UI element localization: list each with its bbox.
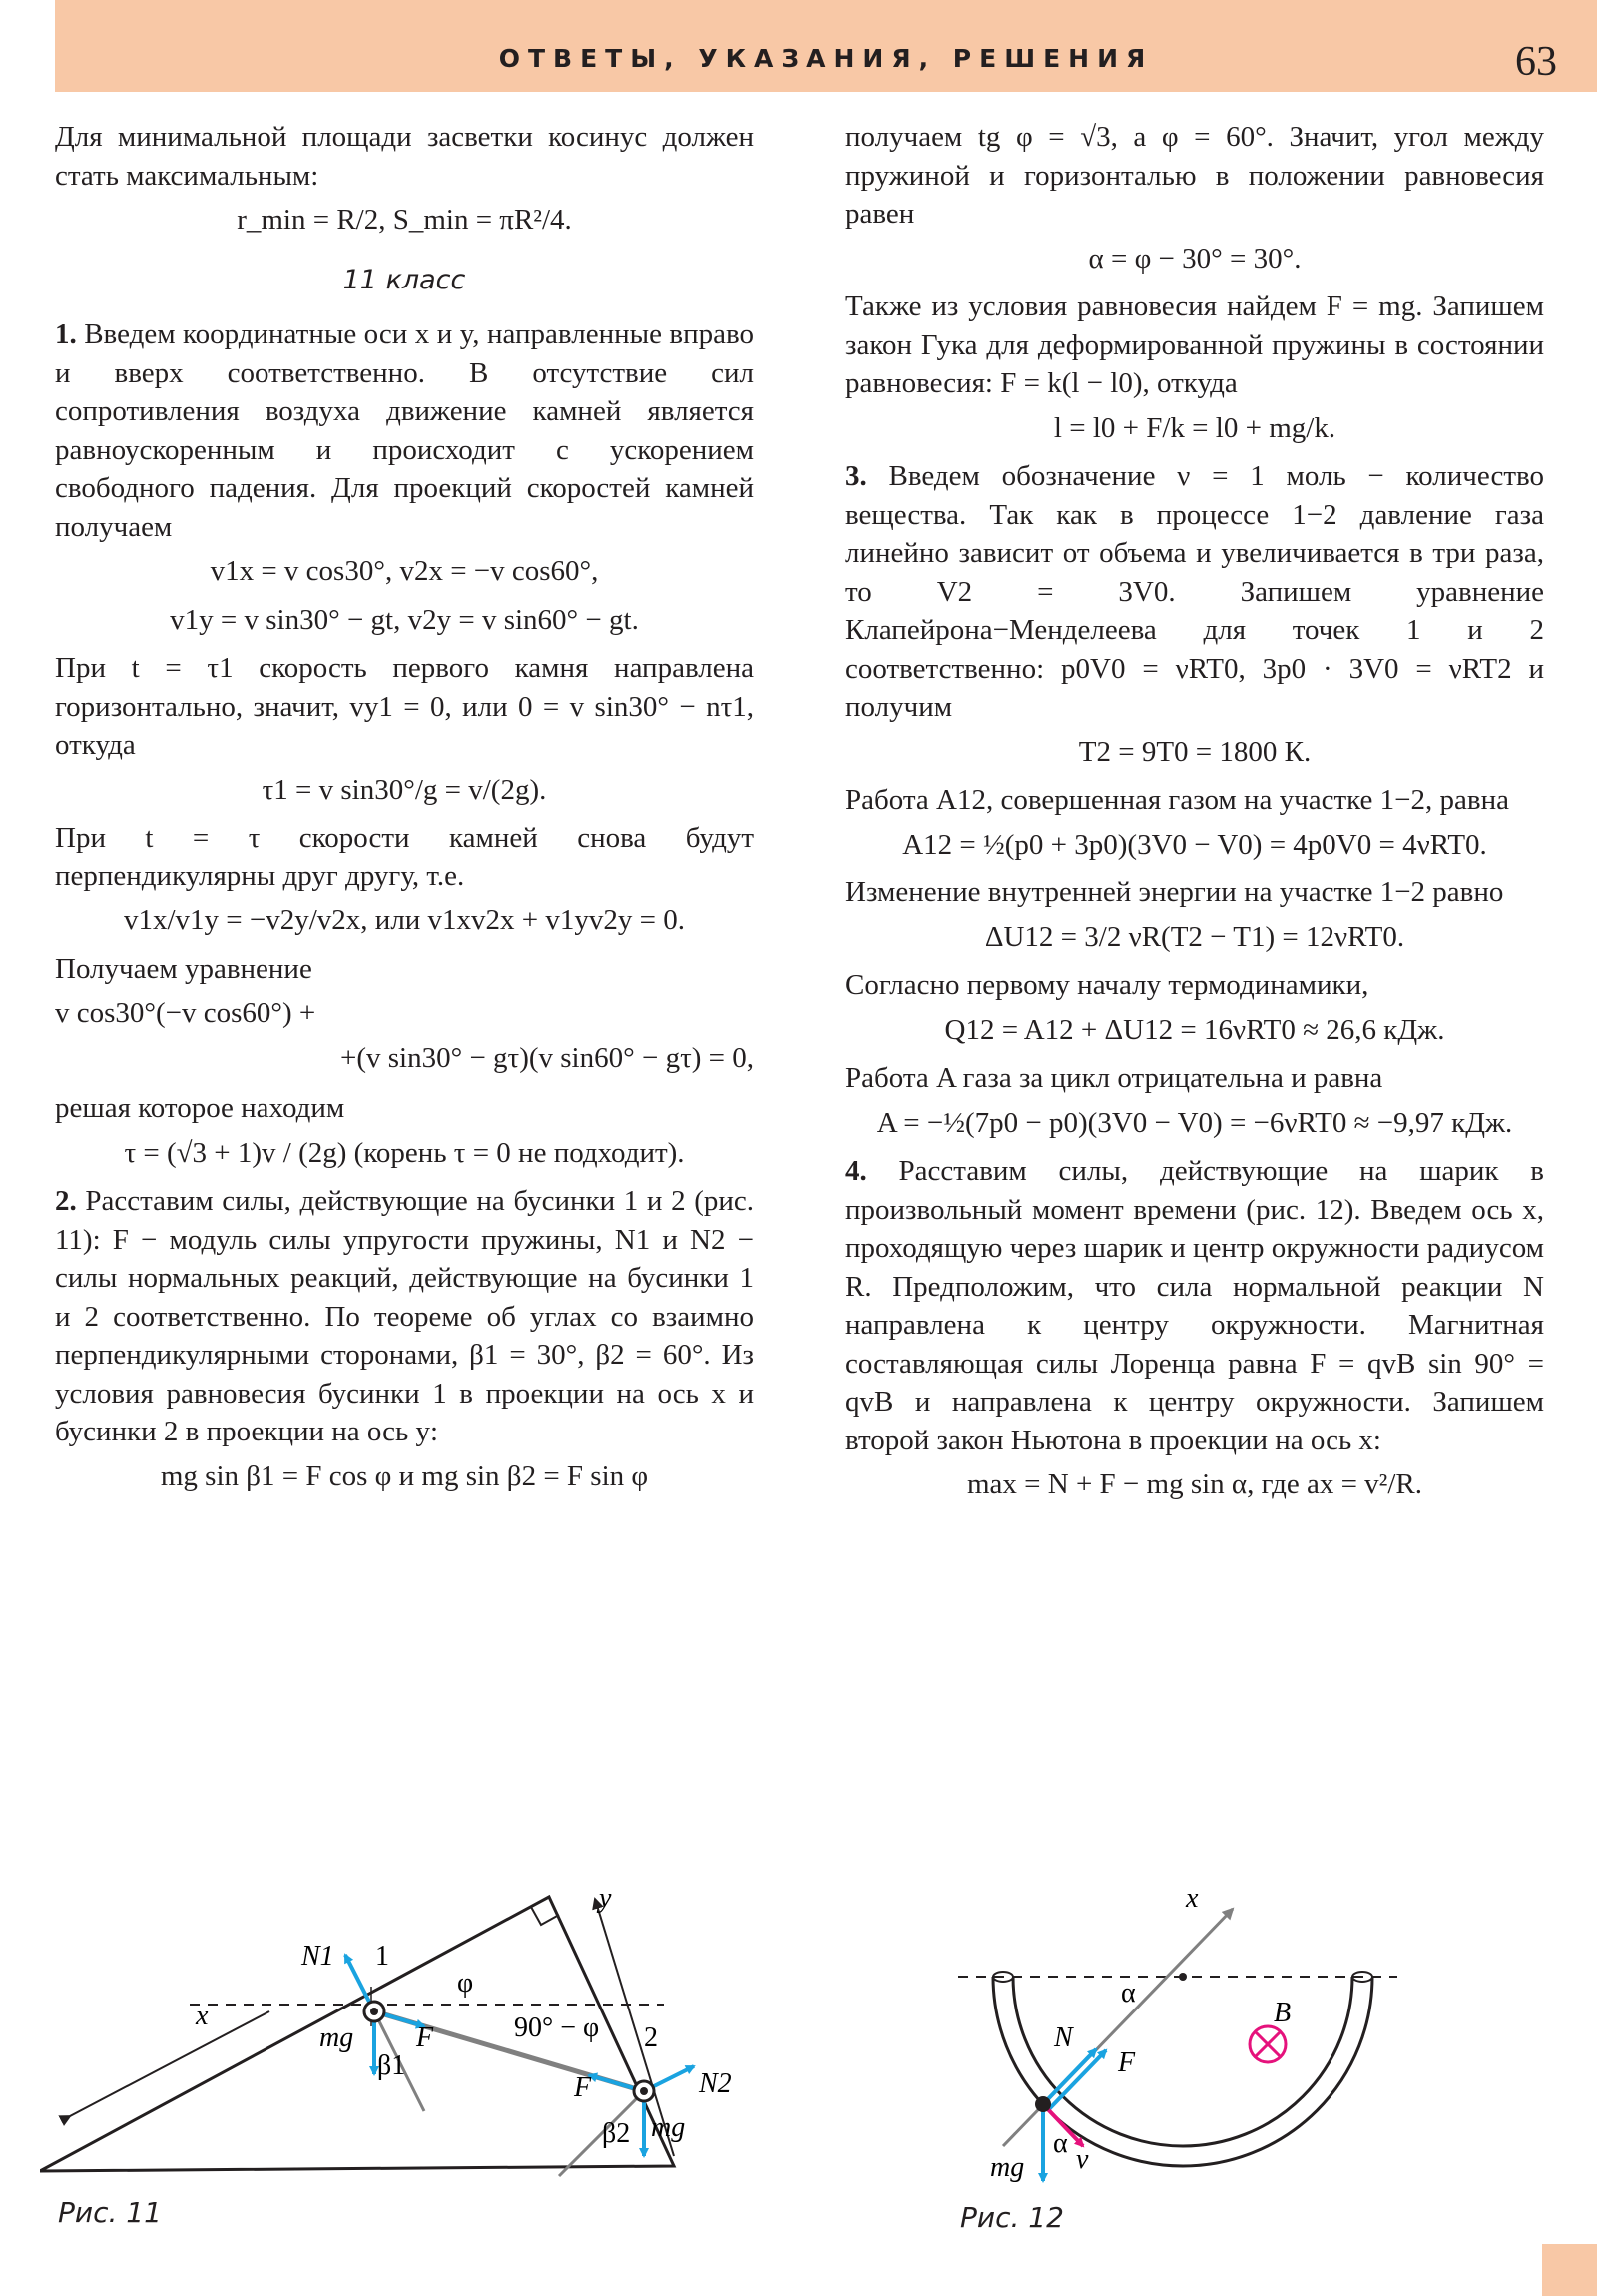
paragraph: При t = τ1 скорость первого камня направлена горизонтально, значит, vy1 = 0, или 0 = v sin30° − nτ1, откуда	[55, 652, 754, 761]
problem-4	[845, 1152, 1544, 1459]
label-1: 1	[375, 1941, 389, 1972]
problem-2	[55, 1182, 754, 1451]
paragraph: Работа A12, совершенная газом на участке 1−2, равна	[845, 784, 1509, 816]
formula: v1x = v cos30°, v2x = −v cos60°,	[210, 555, 599, 587]
formula: mg sin β1 = F cos φ и mg sin β2 = F sin φ	[160, 1459, 649, 1492]
label-N: N	[1054, 2022, 1073, 2053]
label-F: F	[1118, 2047, 1136, 2078]
paragraph: При t = τ скорости камней снова будут перпендикулярны друг другу, т.е.	[55, 822, 754, 892]
label-beta1: β1	[377, 2050, 406, 2081]
formula: max = N + F − mg sin α, где ax = v²/R.	[966, 1468, 1423, 1500]
label-v: v	[1076, 2144, 1089, 2175]
label-mg: mg	[990, 2152, 1025, 2183]
label-x: x	[196, 2001, 209, 2031]
x-axis	[1003, 1909, 1233, 2146]
formula: r_min = R/2, S_min = πR²/4.	[237, 204, 572, 236]
paragraph: Согласно первому началу термодинамики,	[845, 969, 1369, 1001]
left-column	[55, 118, 754, 1505]
tube-inner	[1013, 1977, 1352, 2146]
paragraph: Получаем уравнение	[55, 952, 312, 985]
label-B: B	[1274, 1998, 1292, 2028]
problem-3	[845, 457, 1544, 727]
page-number: 63	[1515, 39, 1557, 85]
label-90-phi: 90° − φ	[514, 2012, 600, 2043]
formula: τ1 = v sin30°/g = v/(2g).	[262, 773, 547, 806]
label-F1: F	[416, 2022, 434, 2053]
right-column	[845, 118, 1544, 1514]
tube-outer	[993, 1977, 1372, 2166]
formula: A = −½(7p0 − p0)(3V0 − V0) = −6νRT0 ≈ −9,97 кДж.	[876, 1106, 1513, 1139]
problem-number: 4.	[845, 1155, 867, 1187]
paragraph-text: Введем обозначение ν = 1 моль − количество вещества. Так как в процессе 1−2 давление газа линейно зависит от объема и увеличивается в три раза, то V2 = 3V0. Запишем уравнение Клапейрона−Менделеева для точек 1 и 2 соответственно: p0V0 = νRT0, 3p0 · 3V0 = νRT2 и получим	[845, 460, 1545, 723]
paragraph: получаем tg φ = √3, а φ = 60°. Значит, угол между пружиной и горизонталью в положении равновесия равен	[845, 121, 1544, 230]
paragraph: Изменение внутренней энергии на участке 1−2 равно	[845, 876, 1504, 908]
label-N1: N1	[301, 1941, 334, 1972]
paragraph-text: Расставим силы, действующие на шарик в произвольный момент времени (рис. 12). Введем ось x, проходящую через шарик и центр окружности радиусом R. Предположим, что сила нормальной реакции N направлена к центру окружности. Магнитная составляющая силы Лоренца равна F = qvB sin 90° = qvB и направлена к центру окружности. Запишем второй закон Ньютона в проекции на ось x:	[845, 1155, 1544, 1456]
paragraph-text: Введем координатные оси x и y, направленные вправо и вверх соответственно. В отсутствие сил сопротивления воздуха движение камней является равноускоренным и происходит с ускорением свободного падения. Для проекций скоростей камней получаем	[55, 318, 755, 543]
formula: v1y = v sin30° − gt, v2y = v sin60° − gt.	[170, 603, 639, 636]
problem-number: 2.	[55, 1185, 77, 1217]
ball	[1035, 2096, 1051, 2112]
formula: v cos30°(−v cos60°) +	[55, 997, 316, 1029]
problem-number: 1.	[55, 318, 77, 350]
label-x: x	[1186, 1883, 1199, 1914]
center-point	[1179, 1973, 1187, 1981]
page-header	[55, 0, 1597, 92]
formula: T2 = 9T0 = 1800 К.	[1078, 735, 1312, 768]
formula: l = l0 + F/k = l0 + mg/k.	[1053, 411, 1336, 444]
label-phi: φ	[457, 1968, 474, 1999]
label-y: y	[599, 1883, 612, 1914]
formula: A12 = ½(p0 + 3p0)(3V0 − V0) = 4p0V0 = 4νRT0.	[902, 828, 1487, 861]
paragraph-text: Расставим силы, действующие на бусинки 1 и 2 (рис. 11): F − модуль силы упругости пружины, N1 и N2 − силы нормальных реакций, действующие на бусинки 1 и 2 соответственно. По теореме об углах со взаимно перпендикулярными сторонами, β1 = 30°, β2 = 60°. Из условия равновесия бусинки 1 в проекции на ось x и бусинки 2 в проекции на ось y:	[55, 1185, 755, 1447]
figure-11	[40, 1857, 759, 2196]
section-heading: 11 класс	[342, 264, 466, 295]
paragraph: Для минимальной площади засветки косинус должен стать максимальным:	[55, 121, 754, 192]
label-mg2: mg	[651, 2112, 686, 2143]
paragraph: Работа A газа за цикл отрицательна и равна	[845, 1062, 1383, 1094]
paragraph: Также из условия равновесия найдем F = mg. Запишем закон Гука для деформированной пружины в состоянии равновесия: F = k(l − l0), откуда	[845, 290, 1544, 399]
label-mg1: mg	[319, 2022, 354, 2053]
label-beta2: β2	[602, 2118, 631, 2149]
label-F2: F	[574, 2072, 592, 2103]
formula: +(v sin30° − gτ)(v sin60° − gτ) = 0,	[340, 1041, 754, 1074]
label-alpha-top: α	[1121, 1978, 1136, 2009]
force-F	[1048, 2050, 1106, 2110]
label-alpha-bottom: α	[1053, 2128, 1068, 2159]
formula: α = φ − 30° = 30°.	[1088, 242, 1302, 275]
problem-1	[55, 315, 754, 546]
force-N	[1043, 2049, 1096, 2104]
formula: τ = (√3 + 1)v / (2g) (корень τ = 0 не подходит).	[124, 1136, 685, 1169]
paragraph: решая которое находим	[55, 1092, 345, 1124]
label-2: 2	[644, 2022, 658, 2053]
figure-12-caption: Рис. 12	[960, 2201, 1064, 2234]
formula: v1x/v1y = −v2y/v2x, или v1xv2x + v1yv2y = 0.	[123, 904, 686, 936]
corner-tab	[1542, 2244, 1597, 2296]
label-N2: N2	[699, 2068, 732, 2099]
problem-number: 3.	[845, 460, 867, 492]
figure-11-caption: Рис. 11	[58, 2196, 162, 2229]
bead-2-center	[640, 2087, 648, 2095]
formula: ΔU12 = 3/2 νR(T2 − T1) = 12νRT0.	[984, 920, 1405, 953]
header-title: ОТВЕТЫ, УКАЗАНИЯ, РЕШЕНИЯ	[498, 44, 1154, 73]
bead-1-center	[370, 2008, 378, 2015]
figure-12	[938, 1877, 1417, 2196]
formula: Q12 = A12 + ΔU12 = 16νRT0 ≈ 26,6 кДж.	[944, 1013, 1445, 1046]
